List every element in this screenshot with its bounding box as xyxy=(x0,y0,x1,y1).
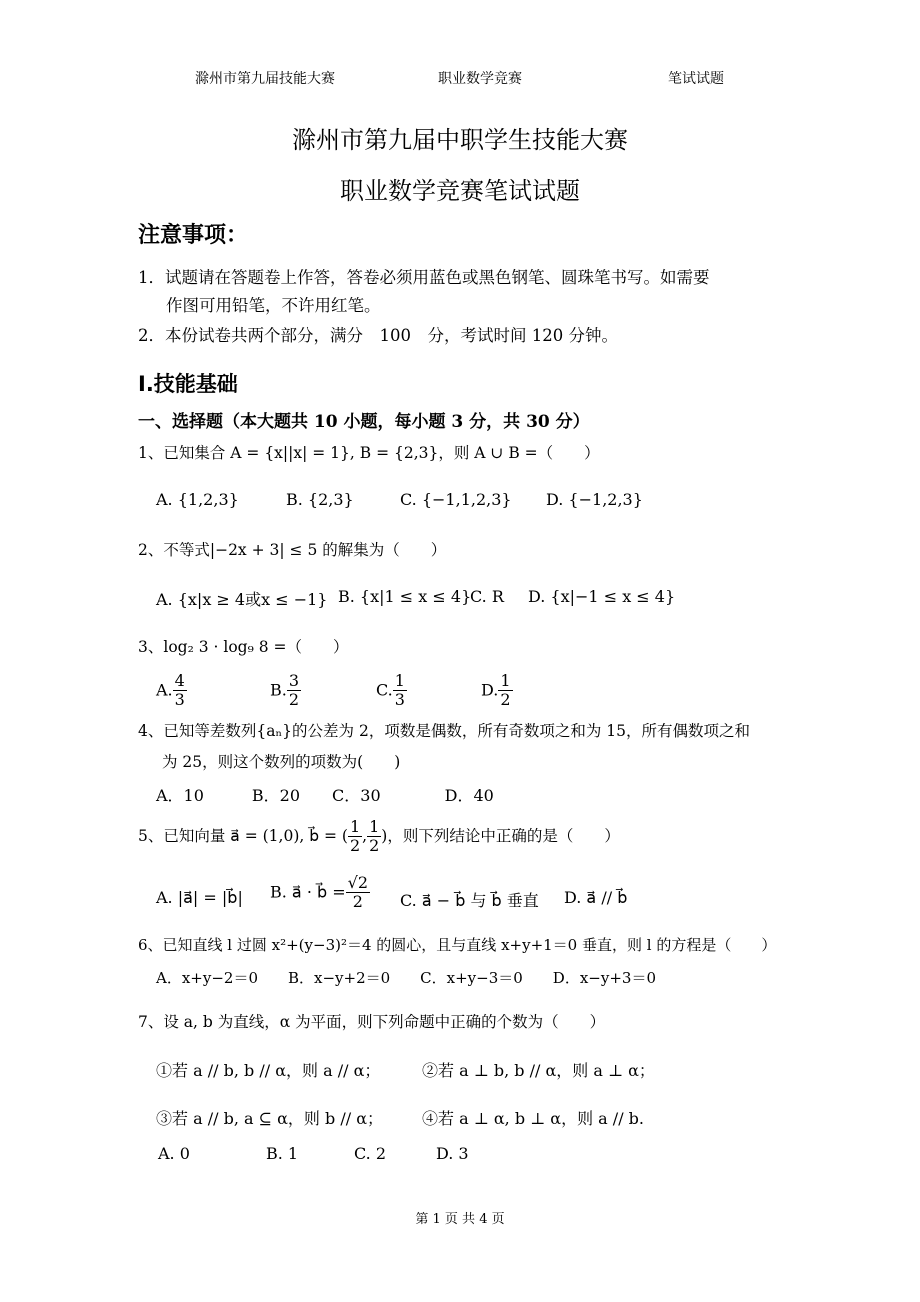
question-3-option-a xyxy=(156,672,187,710)
question-2-option-d: D. {x|−1 ≤ x ≤ 4} xyxy=(528,587,676,606)
question-3-option-b-fraction xyxy=(287,672,301,710)
page-number-footer: 第 1 页 共 4 页 xyxy=(415,1212,505,1227)
question-5-fraction-1 xyxy=(348,818,362,856)
fraction-numerator: 1 xyxy=(394,671,405,690)
running-header-right: 笔试试题 xyxy=(668,71,724,87)
fraction-numerator: 4 xyxy=(174,671,185,690)
question-3-option-d xyxy=(481,672,513,710)
question-3-option-d-fraction xyxy=(498,672,512,710)
question-5-stem-prefix: 5、已知向量 a⃗ = (1,0), b⃗ = ( xyxy=(138,826,348,845)
fraction-denominator: 2 xyxy=(352,892,363,912)
question-3-option-a-label: A. xyxy=(156,680,173,700)
question-7-stem: 7、设 a, b 为直线，α 为平面，则下列命题中正确的个数为（ ） xyxy=(138,1013,606,1031)
fraction-denominator: 3 xyxy=(394,690,405,710)
question-1-option-a: A. {1,2,3} xyxy=(156,490,239,509)
question-7-proposition-1: ①若 a // b, b // α，则 a // α； xyxy=(156,1061,381,1080)
part-1-heading: Ⅰ.技能基础 xyxy=(138,372,238,396)
question-5-option-b-fraction xyxy=(346,874,370,912)
question-4-stem-line-2: 为 25，则这个数列的项数为( ) xyxy=(162,753,401,771)
question-3-option-a-fraction xyxy=(173,672,187,710)
question-3-option-c-label: C. xyxy=(376,680,393,700)
notice-item-1-line-2: 作图可用铅笔，不许用红笔。 xyxy=(166,296,381,315)
question-1-option-b: B. {2,3} xyxy=(286,490,354,509)
question-3-stem: 3、log₂ 3 · log₉ 8 =（ ） xyxy=(138,638,349,656)
fraction-numerator: 1 xyxy=(349,817,361,836)
question-2-option-a: A. {x|x ≥ 4或x ≤ −1} xyxy=(156,590,328,609)
fraction-denominator: 3 xyxy=(174,690,185,710)
running-header-middle: 职业数学竞赛 xyxy=(438,71,522,87)
page-title-line2: 职业数学竞赛笔试试题 xyxy=(340,177,580,205)
question-5-option-b xyxy=(270,874,370,912)
fraction-numerator: 1 xyxy=(369,817,380,836)
question-2-option-c: C. R xyxy=(470,587,504,606)
fraction-denominator: 2 xyxy=(349,836,361,856)
question-4-options: A．10 B．20 C．30 D．40 xyxy=(156,786,494,805)
question-3-option-b xyxy=(270,672,301,710)
question-7-option-a: A. 0 xyxy=(158,1144,190,1163)
question-5-stem-suffix: )，则下列结论中正确的是（ ） xyxy=(381,826,620,845)
question-7-option-c: C. 2 xyxy=(354,1144,387,1163)
question-2-stem: 2、不等式|−2x + 3| ≤ 5 的解集为（ ） xyxy=(138,541,447,559)
question-5-option-d: D. a⃗ // b⃗ xyxy=(564,888,628,907)
question-2-option-b: B. {x|1 ≤ x ≤ 4} xyxy=(338,587,472,606)
question-7-proposition-4: ④若 a ⊥ α, b ⊥ α，则 a // b. xyxy=(422,1109,644,1128)
question-7-proposition-3: ③若 a // b, a ⊆ α，则 b // α； xyxy=(156,1109,384,1128)
question-7-proposition-2: ②若 a ⊥ b, b // α，则 a ⊥ α； xyxy=(422,1061,655,1080)
question-1-stem: 1、已知集合 A = {x||x| = 1}, B = {2,3}，则 A ∪ B =（ ） xyxy=(138,444,600,462)
question-5-option-b-label: B. a⃗ · b⃗ = xyxy=(270,882,346,902)
question-6-options: A．x+y−2＝0 B．x−y+2＝0 C．x+y−3＝0 D．x−y+3＝0 xyxy=(156,969,656,987)
question-7-option-d: D. 3 xyxy=(436,1144,469,1163)
fraction-numerator: 1 xyxy=(500,671,511,690)
question-5-option-a: A. |a⃗| = |b⃗| xyxy=(156,888,243,907)
question-1-option-d: D. {−1,2,3} xyxy=(546,490,643,509)
question-5-option-c: C. a⃗ − b⃗ 与 b⃗ 垂直 xyxy=(400,891,539,910)
fraction-numerator: √2 xyxy=(347,873,369,892)
page-title-line1: 滁州市第九届中职学生技能大赛 xyxy=(292,126,628,154)
question-6-stem: 6、已知直线 l 过圆 x²+(y−3)²＝4 的圆心，且与直线 x+y+1＝0 垂直，则 l 的方程是（ ） xyxy=(138,936,777,954)
running-header-left: 滁州市第九届技能大赛 xyxy=(195,71,335,87)
notice-item-1-line-1: 1．试题请在答题卷上作答，答卷必须用蓝色或黑色钢笔、圆珠笔书写。如需要 xyxy=(138,268,710,287)
question-4-stem-line-1: 4、已知等差数列{aₙ}的公差为 2，项数是偶数，所有奇数项之和为 15，所有偶数项之和 xyxy=(138,722,750,740)
notice-item-2: 2．本份试卷共两个部分，满分 100 分，考试时间 120 分钟。 xyxy=(138,326,618,345)
fraction-denominator: 2 xyxy=(500,690,511,710)
notice-heading: 注意事项： xyxy=(138,223,249,248)
question-3-option-c xyxy=(376,672,407,710)
question-1-option-c: C. {−1,1,2,3} xyxy=(400,490,512,509)
question-7-option-b: B. 1 xyxy=(266,1144,299,1163)
section-1-heading: 一、选择题（本大题共 10 小题，每小题 3 分，共 30 分） xyxy=(138,412,590,432)
question-3-option-d-label: D. xyxy=(481,680,499,700)
fraction-numerator: 3 xyxy=(288,671,300,690)
question-5-stem: 5、已知向量 a⃗ = (1,0), b⃗ = ( $\frac{1}{2}$ , $\frac{1}{2}$ )，则下列结论中正确的是（ ） xyxy=(138,817,620,856)
question-3-option-c-fraction xyxy=(393,672,407,710)
question-5-fraction-2 xyxy=(367,818,381,856)
fraction-denominator: 2 xyxy=(288,690,300,710)
question-3-option-b-label: B. xyxy=(270,680,287,700)
fraction-denominator: 2 xyxy=(369,836,380,856)
